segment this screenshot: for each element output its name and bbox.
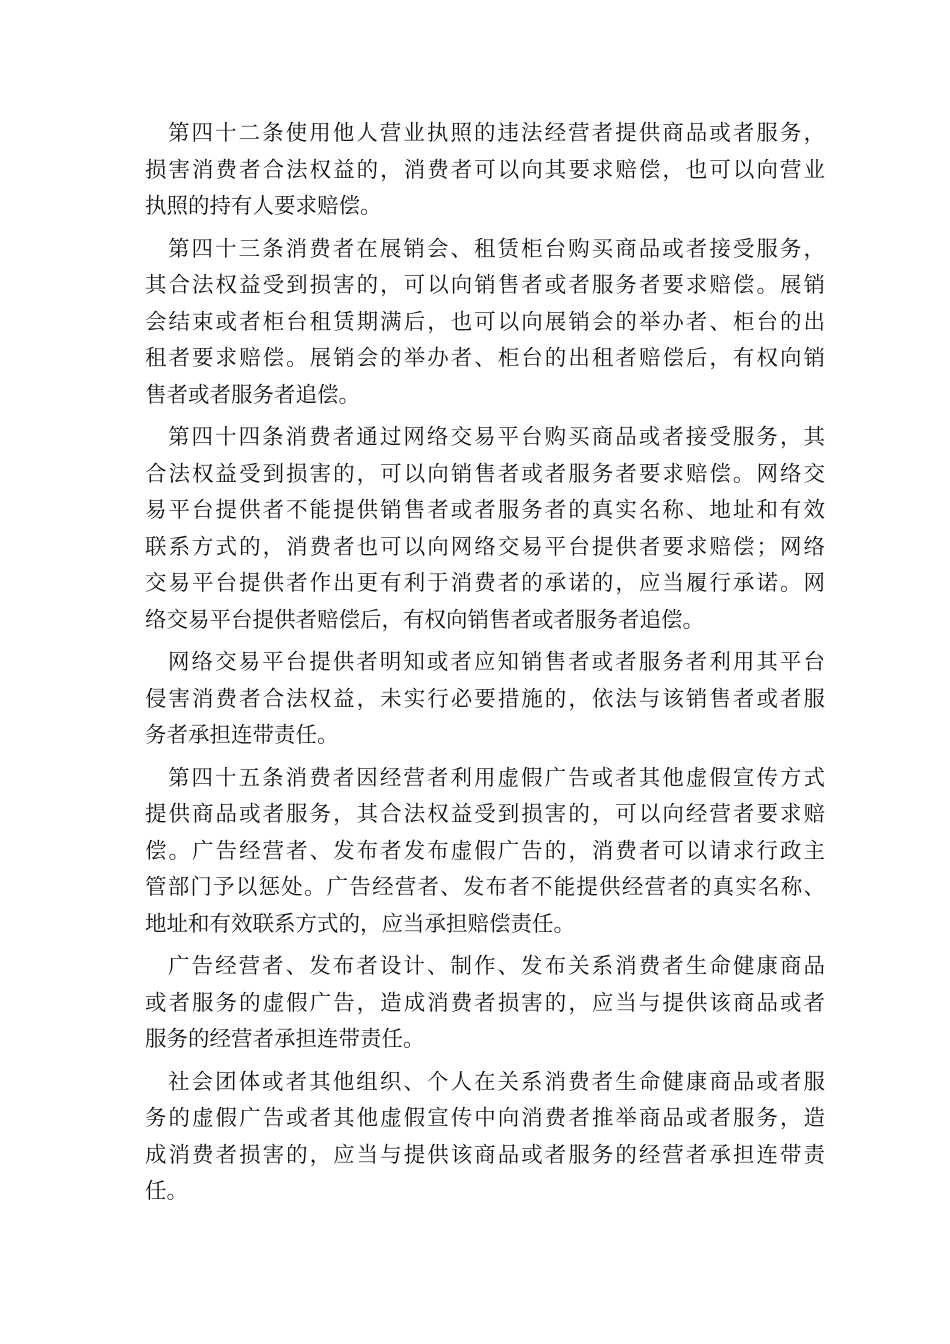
- paragraph-article-42: [145, 116, 825, 226]
- text-line: 交易平台提供者作出更有利于消费者的承诺的，应当履行承诺。网: [145, 571, 825, 596]
- paragraph-article-45: [145, 761, 825, 944]
- text-line: 务的虚假广告或者其他虚假宣传中向消费者推举商品或者服务，造: [145, 1106, 825, 1131]
- text-line: 提供商品或者服务，其合法权益受到损害的，可以向经营者要求赔: [145, 802, 825, 827]
- text-line: 网络交易平台提供者明知或者应知销售者或者服务者利用其平台: [168, 650, 825, 675]
- text-line: 或者服务的虚假广告，造成消费者损害的，应当与提供该商品或者: [145, 990, 825, 1016]
- text-line: 租者要求赔偿。展销会的举办者、柜台的出租者赔偿后，有权向销: [145, 346, 825, 371]
- text-line: 第四十四条消费者通过网络交易平台购买商品或者接受服务，其: [168, 425, 825, 450]
- text-line: 联系方式的，消费者也可以向网络交易平台提供者要求赔偿；网络: [145, 534, 825, 560]
- text-line: 第四十五条消费者因经营者利用虚假广告或者其他虚假宣传方式: [168, 765, 825, 791]
- text-line: 执照的持有人要求赔偿。: [145, 194, 382, 219]
- text-line: 损害消费者合法权益的，消费者可以向其要求赔偿，也可以向营业: [145, 157, 825, 183]
- text-line: 服务的经营者承担连带责任。: [145, 1027, 425, 1052]
- text-line: 第四十三条消费者在展销会、租赁柜台购买商品或者接受服务，: [168, 236, 825, 262]
- text-line: 售者或者服务者追偿。: [145, 382, 361, 408]
- text-line: 侵害消费者合法权益，未实行必要措施的，依法与该销售者或者服: [145, 686, 825, 712]
- document-body: [145, 116, 825, 1217]
- text-line: 任。: [145, 1179, 189, 1204]
- paragraph-article-44-clause-2: [145, 645, 825, 755]
- text-line: 会结束或者柜台租赁期满后，也可以向展销会的举办者、柜台的出: [145, 309, 825, 335]
- paragraph-article-45-clause-2: [145, 949, 825, 1059]
- text-line: 成消费者损害的，应当与提供该商品或者服务的经营者承担连带责: [145, 1142, 825, 1168]
- text-line: 其合法权益受到损害的，可以向销售者或者服务者要求赔偿。展销: [145, 273, 825, 298]
- paragraph-article-45-clause-3: [145, 1065, 825, 1211]
- text-line: 易平台提供者不能提供销售者或者服务者的真实名称、地址和有效: [145, 498, 825, 523]
- text-line: 络交易平台提供者赔偿后，有权向销售者或者服务者追偿。: [145, 607, 705, 633]
- text-line: 社会团体或者其他组织、个人在关系消费者生命健康商品或者服: [168, 1069, 825, 1095]
- text-line: 偿。广告经营者、发布者发布虚假广告的，消费者可以请求行政主: [145, 838, 825, 864]
- text-line: 广告经营者、发布者设计、制作、发布关系消费者生命健康商品: [168, 954, 825, 979]
- text-line: 管部门予以惩处。广告经营者、发布者不能提供经营者的真实名称、: [145, 875, 825, 900]
- text-line: 地址和有效联系方式的，应当承担赔偿责任。: [145, 911, 576, 937]
- text-line: 第四十二条使用他人营业执照的违法经营者提供商品或者服务，: [168, 121, 825, 146]
- paragraph-article-43: [145, 232, 825, 415]
- text-line: 务者承担连带责任。: [145, 723, 339, 748]
- text-line: 合法权益受到损害的，可以向销售者或者服务者要求赔偿。网络交: [145, 461, 825, 487]
- paragraph-article-44: [145, 420, 825, 639]
